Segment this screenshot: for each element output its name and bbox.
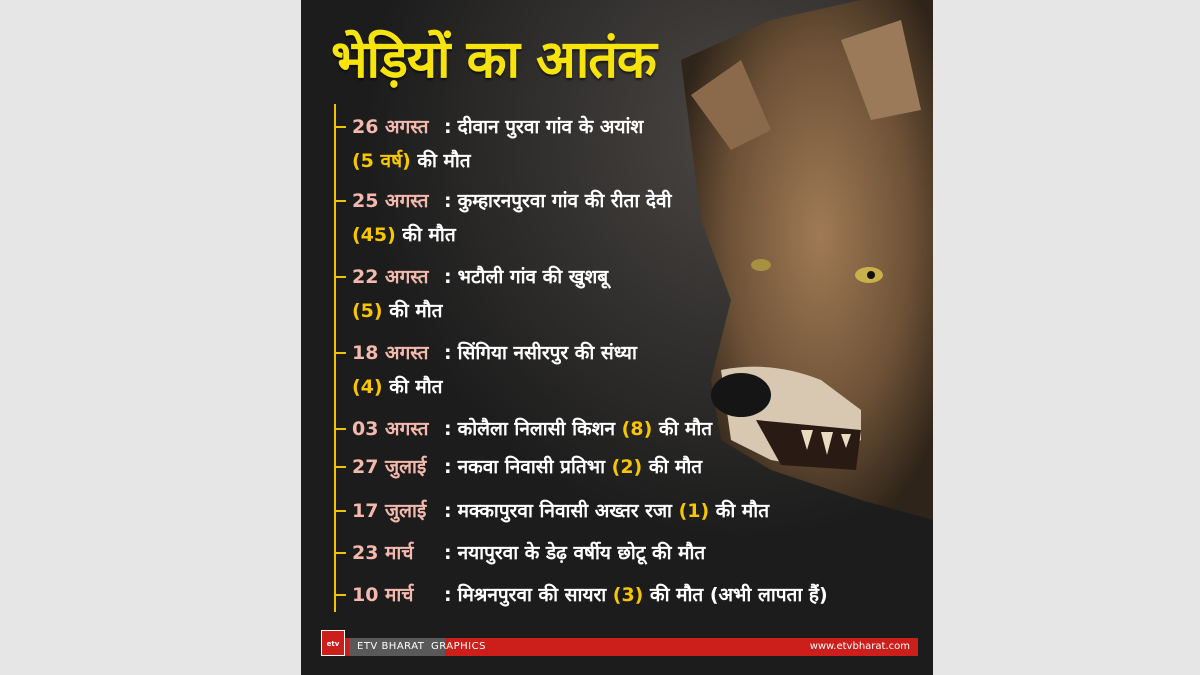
timeline-tick bbox=[334, 510, 346, 512]
entry-text: भटौली गांव की खुशबू bbox=[457, 266, 609, 288]
infographic-poster: भेड़ियों का आतंक 26 अगस्त : दीवान पुरवा गांव के अयांश (5 वर्ष) की मौत 25 अगस्त : कुम्हारनपुरवा गांव की रीता देवी (45) की मौत 22 अगस्त : भटौली गांव की खुशबू (5) की मौत 18 अगस्त : सिंगिया नसीरपुर की संध्या (4) की मौत 03 अगस्त : कोलैला निलासी किशन (8) की मौत 27 जुलाई : नकवा निवासी प्रतिभा (2) की मौत 17 जुलाई : मक्कापुरवा निवासी अख्तर रजा (1) की मौत 23 मार्च : नयापुरवा के डेढ़ वर्षीय छोटू की मौत 10 मार्च : मिश्रनपुरवा की सायरा (3) की मौत (अभी लापता हैं) ETV BHARAT GRAPHICS www.etvbharat.com etv bbox=[301, 0, 933, 675]
entry-highlight: (45) bbox=[352, 224, 396, 246]
timeline-tick bbox=[334, 126, 346, 128]
entry-date: 10 मार्च bbox=[352, 584, 414, 606]
entry-text: की मौत bbox=[709, 500, 770, 522]
entry-text: नयापुरवा के डेढ़ वर्षीय छोटू की मौत bbox=[457, 542, 706, 564]
entry-date: 22 अगस्त bbox=[352, 266, 429, 288]
entry-date: 17 जुलाई bbox=[352, 500, 427, 522]
timeline-tick bbox=[334, 276, 346, 278]
entry-text: की मौत bbox=[395, 224, 456, 246]
entry-text: की मौत bbox=[652, 418, 713, 440]
entry-highlight: (3) bbox=[612, 584, 644, 606]
entry-date: 27 जुलाई bbox=[352, 456, 427, 478]
footer-bar bbox=[321, 638, 918, 656]
entry-text: मिश्रनपुरवा की सायरा bbox=[457, 584, 613, 606]
timeline-tick bbox=[334, 200, 346, 202]
etv-logo-icon: etv bbox=[321, 630, 345, 656]
entry-text: कोलैला निलासी किशन bbox=[457, 418, 622, 440]
entry-date: 23 मार्च bbox=[352, 542, 414, 564]
entry-highlight: (8) bbox=[621, 418, 653, 440]
entry-text: कुम्हारनपुरवा गांव की रीता देवी bbox=[457, 190, 672, 212]
entry-date: 25 अगस्त bbox=[352, 190, 429, 212]
entry-highlight: (2) bbox=[611, 456, 643, 478]
entry-date: 26 अगस्त bbox=[352, 116, 429, 138]
entry-text: की मौत bbox=[410, 150, 471, 172]
entry-highlight: (4) bbox=[352, 376, 383, 398]
timeline-line bbox=[334, 104, 336, 612]
entry-text: की मौत bbox=[382, 376, 443, 398]
entry-text: दीवान पुरवा गांव के अयांश bbox=[457, 116, 644, 138]
entry-date: 03 अगस्त bbox=[352, 418, 429, 440]
entry-highlight: (5) bbox=[352, 300, 383, 322]
timeline-tick bbox=[334, 466, 346, 468]
timeline-tick bbox=[334, 428, 346, 430]
entry-highlight: (1) bbox=[678, 500, 710, 522]
entry-date: 18 अगस्त bbox=[352, 342, 429, 364]
brand-label: ETV BHARAT bbox=[349, 638, 445, 656]
timeline-tick bbox=[334, 594, 346, 596]
section-label: GRAPHICS bbox=[431, 641, 486, 652]
entry-text: की मौत bbox=[382, 300, 443, 322]
timeline-tick bbox=[334, 552, 346, 554]
timeline-tick bbox=[334, 352, 346, 354]
entry-text: की मौत (अभी लापता हैं) bbox=[643, 584, 828, 606]
poster-title: भेड़ियों का आतंक bbox=[331, 30, 656, 90]
entry-text: सिंगिया नसीरपुर की संध्या bbox=[457, 342, 637, 364]
entry-text: मक्कापुरवा निवासी अख्तर रजा bbox=[457, 500, 679, 522]
website-link[interactable]: www.etvbharat.com bbox=[809, 641, 910, 652]
entry-text: नकवा निवासी प्रतिभा bbox=[457, 456, 612, 478]
entry-highlight: (5 वर्ष) bbox=[352, 150, 411, 172]
entry-text: की मौत bbox=[642, 456, 703, 478]
